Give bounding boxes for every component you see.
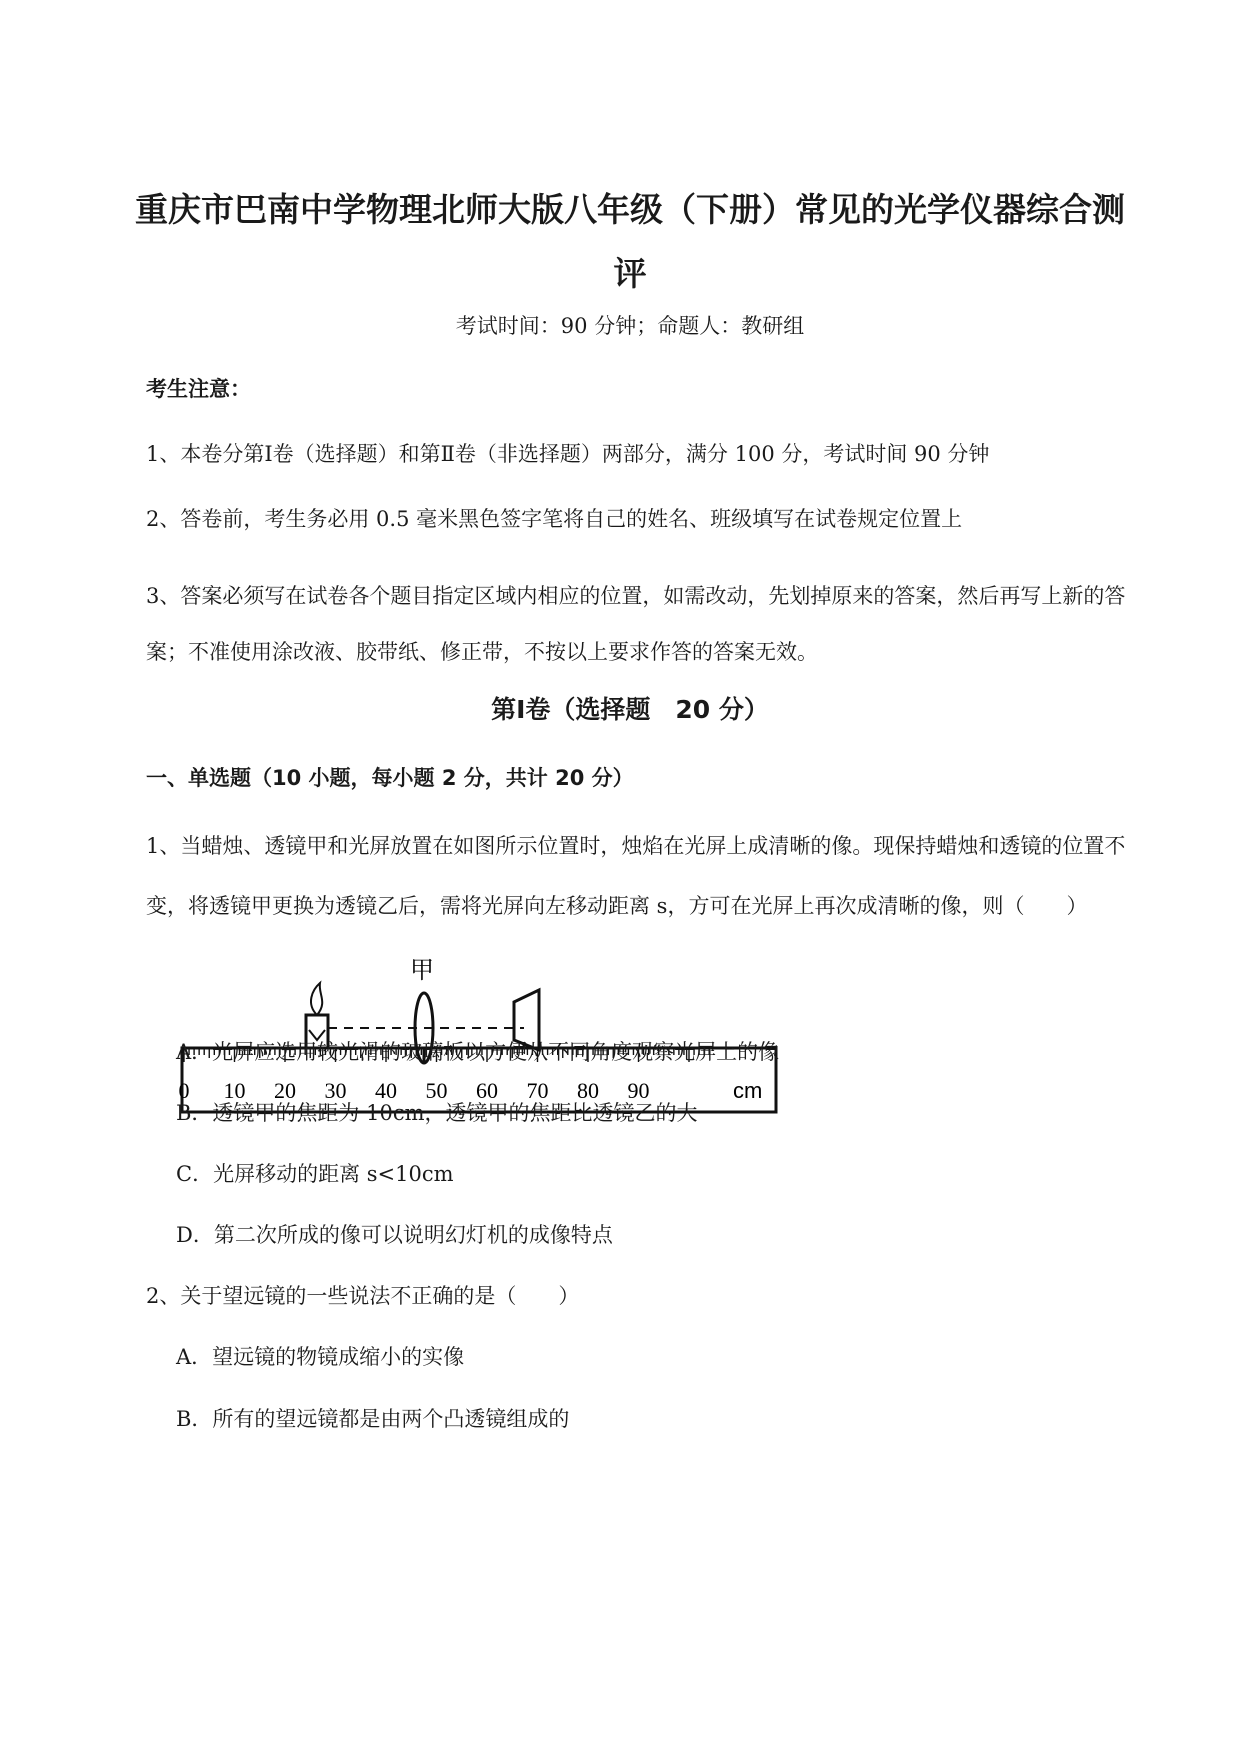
ruler-tick-label: 60: [476, 1078, 498, 1103]
question-1-stem: 1、当蜡烛、透镜甲和光屏放置在如图所示位置时，烛焰在光屏上成清晰的像。现保持蜡烛和透镜的位置不变，将透镜甲更换为透镜乙后，需将光屏向左移动距离 s，方可在光屏上再次成清晰的像，则（ ）: [146, 834, 1126, 918]
ruler-tick-label: 0: [178, 1078, 190, 1103]
ruler-tick-label: 30: [324, 1078, 347, 1103]
ruler-tick-label: 90: [627, 1078, 650, 1103]
optics-bench-figure: [178, 940, 798, 1120]
ruler-tick-label: 10: [223, 1078, 246, 1103]
ruler-tick-label: 50: [425, 1078, 448, 1103]
q1-option-c: C．光屏移动的距离 s<10cm: [176, 1162, 454, 1186]
page-title: 重庆市巴南中学物理北师大版八年级（下册）常见的光学仪器综合测评: [135, 190, 1125, 293]
notice-item-2: 2、答卷前，考生务必用 0.5 毫米黑色签字笔将自己的姓名、班级填写在试卷规定位置上: [146, 507, 963, 531]
part-heading: 一、单选题（10 小题，每小题 2 分，共计 20 分）: [146, 766, 634, 790]
notice-item-3: 3、答案必须写在试卷各个题目指定区域内相应的位置，如需改动，先划掉原来的答案，然后再写上新的答案；不准使用涂改液、胶带纸、修正带，不按以上要求作答的答案无效。: [146, 584, 1126, 664]
q1-option-b: B．透镜甲的焦距为 10cm，透镜甲的焦距比透镜乙的大: [176, 1101, 698, 1125]
ruler-tick-label: 80: [577, 1078, 599, 1103]
q2-option-a: A．望远镜的物镜成缩小的实像: [176, 1345, 465, 1369]
notice-item-1: 1、本卷分第Ⅰ卷（选择题）和第Ⅱ卷（非选择题）两部分，满分 100 分，考试时间 90 分钟: [146, 442, 990, 466]
ruler-unit-label: cm: [733, 1078, 763, 1103]
ruler-tick-label: 70: [526, 1078, 549, 1103]
exam-info: 考试时间：90 分钟；命题人：教研组: [455, 314, 805, 338]
q1-option-d: D．第二次所成的像可以说明幻灯机的成像特点: [176, 1223, 613, 1247]
section-title: 第Ⅰ卷（选择题 20 分）: [491, 695, 769, 724]
notice-heading: 考生注意：: [146, 377, 251, 401]
question-2-stem: 2、关于望远镜的一些说法不正确的是（ ）: [146, 1284, 580, 1308]
q2-option-b: B．所有的望远镜都是由两个凸透镜组成的: [176, 1407, 570, 1431]
lens-label: 甲: [410, 956, 434, 984]
ruler-tick-label: 20: [274, 1078, 296, 1103]
ruler-tick-label: 40: [375, 1078, 397, 1103]
q1-option-a: A．光屏应选用较光滑的玻璃板以方便从不同角度观察光屏上的像: [176, 1040, 780, 1064]
